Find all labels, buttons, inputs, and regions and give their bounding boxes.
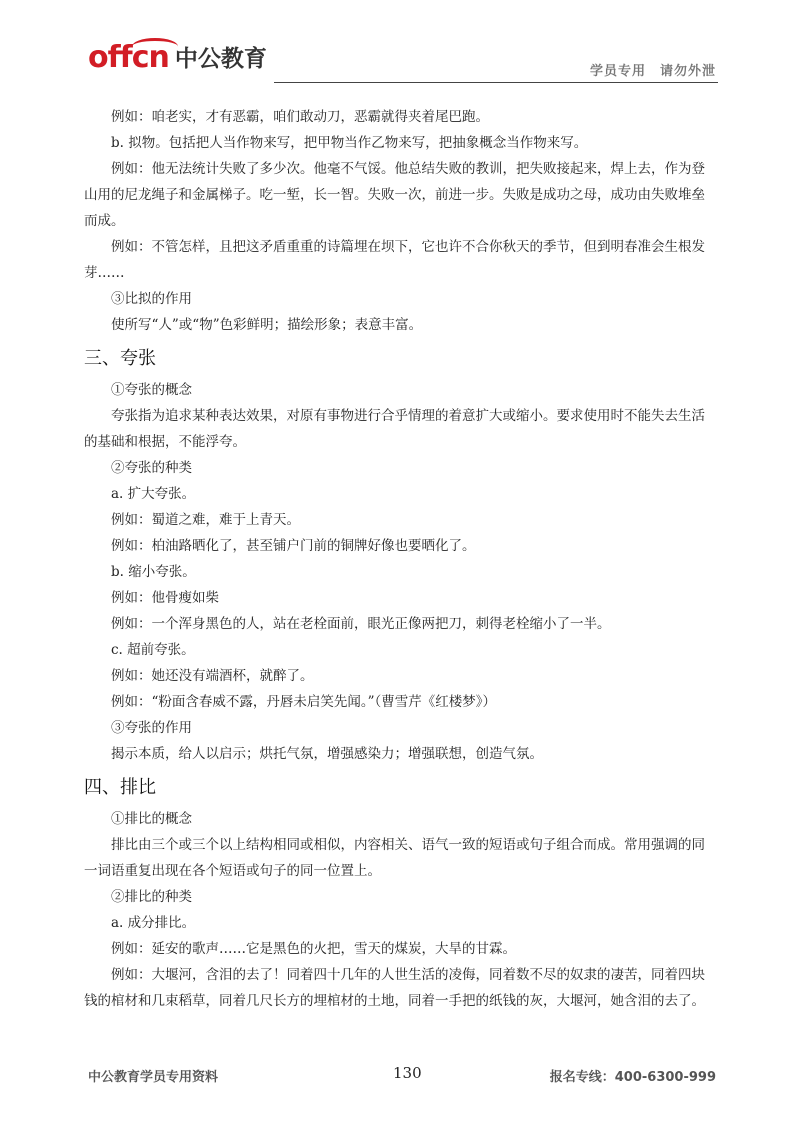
paragraph: 揭示本质，给人以启示；烘托气氛，增强感染力；增强联想，创造气氛。 (111, 746, 543, 762)
paragraph: 例如：蜀道之难，难于上青天。 (111, 512, 300, 528)
footer-hotline: 报名专线：400-6300-999 (549, 1070, 716, 1085)
paragraph: c. 超前夸张。 (111, 642, 195, 658)
paragraph: ②夸张的种类 (111, 460, 192, 476)
paragraph: ①排比的概念 (111, 811, 192, 827)
page-footer (88, 1064, 716, 1088)
section-heading: 四、排比 (84, 777, 156, 798)
paragraph: 排比由三个或三个以上结构相同或相似，内容相关、语气一致的短语或句子组合而成。常用强调的同一词语重复出现在各个短语或句子的同一位置上。 (84, 837, 705, 879)
paragraph: 例如：“粉面含春威不露，丹唇未启笑先闻。”（曹雪芹《红楼梦》） (111, 694, 497, 710)
section-heading: 三、夸张 (84, 348, 156, 369)
page-number: 130 (393, 1064, 422, 1082)
logo-arc-icon (132, 38, 178, 55)
paragraph: 夸张指为追求某种表达效果，对原有事物进行合乎情理的着意扩大或缩小。要求使用时不能失去生活的基础和根据，不能浮夸。 (84, 408, 705, 450)
page-header (88, 38, 718, 88)
logo-latin-text: offcn (88, 40, 169, 75)
paragraph: ②排比的种类 (111, 889, 192, 905)
paragraph: 例如：柏油路晒化了，甚至铺户门前的铜牌好像也要晒化了。 (111, 538, 476, 554)
paragraph: ③夸张的作用 (111, 720, 192, 736)
offcn-logo (88, 42, 267, 74)
paragraph: a. 成分排比。 (111, 915, 196, 931)
paragraph: 例如：他无法统计失败了多少次。他毫不气馁。他总结失败的教训，把失败接起来，焊上去，作为登山用的尼龙绳子和金属梯子。吃一堑，长一智。失败一次，前进一步。失败是成功之母，成功由失败堆垒而成。 (84, 161, 705, 229)
paragraph: ③比拟的作用 (111, 291, 192, 307)
paragraph: 例如：延安的歌声……它是黑色的火把，雪天的煤炭，大旱的甘霖。 (111, 941, 516, 957)
paragraph: 例如：不管怎样，且把这矛盾重重的诗篇埋在坝下，它也许不合你秋天的季节，但到明春准会生根发芽…… (84, 239, 705, 281)
header-rule (274, 82, 718, 83)
header-note: 学员专用 请勿外泄 (589, 64, 716, 79)
paragraph: ①夸张的概念 (111, 382, 192, 398)
paragraph: a. 扩大夸张。 (111, 486, 196, 502)
paragraph: 例如：她还没有端酒杯，就醉了。 (111, 668, 314, 684)
paragraph: 例如：他骨瘦如柴 (111, 590, 219, 606)
logo-cn-text: 中公教育 (174, 46, 267, 72)
paragraph: 使所写“人”或“物”色彩鲜明；描绘形象；表意丰富。 (111, 317, 423, 333)
footer-publisher: 中公教育学员专用资料 (88, 1070, 219, 1085)
document-body (84, 104, 718, 1014)
paragraph: 例如：一个浑身黑色的人，站在老栓面前，眼光正像两把刀，刺得老栓缩小了一半。 (111, 616, 611, 632)
paragraph: b. 缩小夸张。 (111, 564, 196, 580)
paragraph: 例如：大堰河，含泪的去了！同着四十几年的人世生活的凌侮，同着数不尽的奴隶的凄苦，同着四块钱的棺材和几束稻草，同着几尺长方的埋棺材的土地，同着一手把的纸钱的灰，大堰河，她含泪的去了。 (84, 967, 705, 1009)
paragraph: 例如：咱老实，才有恶霸，咱们敢动刀，恶霸就得夹着尾巴跑。 (111, 109, 489, 125)
paragraph: b. 拟物。包括把人当作物来写，把甲物当作乙物来写，把抽象概念当作物来写。 (111, 135, 588, 151)
